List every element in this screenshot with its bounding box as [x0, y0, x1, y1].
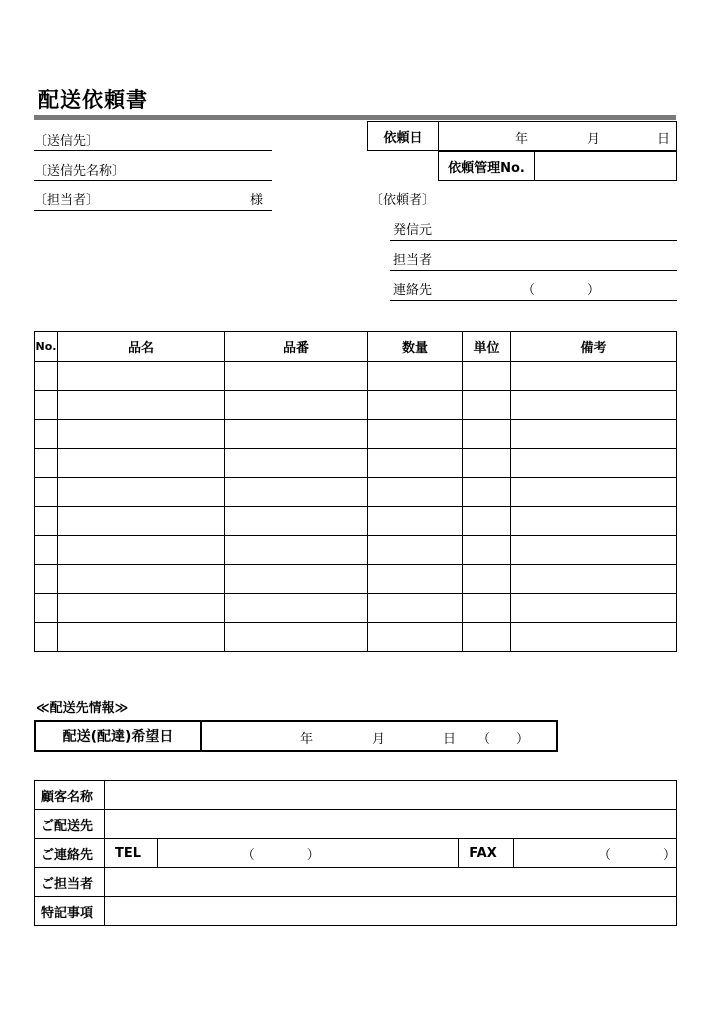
- item-qty-cell[interactable]: [368, 565, 463, 594]
- item-part-no-cell[interactable]: [225, 391, 368, 420]
- item-name-cell[interactable]: [58, 391, 225, 420]
- item-qty-cell[interactable]: [368, 478, 463, 507]
- item-unit-cell[interactable]: [463, 536, 511, 565]
- recipient-line[interactable]: [34, 150, 272, 151]
- requester-contact-label: 連絡先: [393, 283, 433, 298]
- customer-person-label: ご担当者: [35, 868, 105, 897]
- item-notes-cell[interactable]: [511, 507, 677, 536]
- item-notes-cell[interactable]: [511, 449, 677, 478]
- recipient-name-line[interactable]: [34, 180, 272, 181]
- item-no-cell[interactable]: [35, 449, 58, 478]
- customer-person-field[interactable]: [104, 868, 676, 897]
- item-notes-cell[interactable]: [511, 391, 677, 420]
- delivery-weekday: （ ）: [477, 732, 530, 747]
- date-month: 月: [587, 132, 601, 147]
- item-name-cell[interactable]: [58, 565, 225, 594]
- item-qty-cell[interactable]: [368, 536, 463, 565]
- item-unit-cell[interactable]: [463, 507, 511, 536]
- item-part-no-cell[interactable]: [225, 449, 368, 478]
- item-row: [35, 478, 677, 507]
- item-notes-cell[interactable]: [511, 536, 677, 565]
- customer-contact-label: ご連絡先: [35, 839, 105, 868]
- item-qty-cell[interactable]: [368, 420, 463, 449]
- items-header-row: [35, 332, 677, 362]
- item-no-cell[interactable]: [35, 536, 58, 565]
- item-part-no-cell[interactable]: [225, 623, 368, 652]
- item-name-cell[interactable]: [58, 420, 225, 449]
- item-row: [35, 623, 677, 652]
- items-table: [34, 331, 677, 652]
- item-unit-cell[interactable]: [463, 478, 511, 507]
- item-notes-cell[interactable]: [511, 478, 677, 507]
- mgmt-no-table: [438, 151, 677, 181]
- item-row: [35, 362, 677, 391]
- item-row: [35, 565, 677, 594]
- item-part-no-cell[interactable]: [225, 362, 368, 391]
- item-part-no-cell[interactable]: [225, 594, 368, 623]
- requester-contact-paren: （ ）: [522, 283, 601, 298]
- col-qty: 数量: [368, 332, 463, 362]
- item-unit-cell[interactable]: [463, 420, 511, 449]
- contact-label: 〔担当者〕: [34, 193, 100, 208]
- item-no-cell[interactable]: [35, 362, 58, 391]
- item-name-cell[interactable]: [58, 362, 225, 391]
- date-year: 年: [515, 132, 529, 147]
- item-name-cell[interactable]: [58, 507, 225, 536]
- item-no-cell[interactable]: [35, 391, 58, 420]
- item-qty-cell[interactable]: [368, 623, 463, 652]
- item-qty-cell[interactable]: [368, 507, 463, 536]
- item-notes-cell[interactable]: [511, 565, 677, 594]
- item-no-cell[interactable]: [35, 565, 58, 594]
- item-unit-cell[interactable]: [463, 594, 511, 623]
- item-unit-cell[interactable]: [463, 362, 511, 391]
- item-no-cell[interactable]: [35, 594, 58, 623]
- item-qty-cell[interactable]: [368, 594, 463, 623]
- requester-label: 〔依頼者〕: [370, 193, 436, 208]
- requester-contact-line[interactable]: [390, 300, 677, 301]
- item-part-no-cell[interactable]: [225, 420, 368, 449]
- request-date-label: 依頼日: [368, 122, 439, 151]
- item-part-no-cell[interactable]: [225, 507, 368, 536]
- customer-name-label: 顧客名称: [35, 781, 105, 810]
- item-qty-cell[interactable]: [368, 362, 463, 391]
- item-notes-cell[interactable]: [511, 623, 677, 652]
- item-no-cell[interactable]: [35, 623, 58, 652]
- item-name-cell[interactable]: [58, 449, 225, 478]
- request-date-field[interactable]: [439, 122, 677, 151]
- item-no-cell[interactable]: [35, 478, 58, 507]
- item-notes-cell[interactable]: [511, 594, 677, 623]
- delivery-date-field[interactable]: [201, 721, 557, 751]
- item-part-no-cell[interactable]: [225, 478, 368, 507]
- item-row: [35, 420, 677, 449]
- item-unit-cell[interactable]: [463, 391, 511, 420]
- customer-name-field[interactable]: [104, 781, 676, 810]
- page-title: 配送依頼書: [38, 88, 148, 112]
- item-notes-cell[interactable]: [511, 362, 677, 391]
- col-unit: 単位: [463, 332, 511, 362]
- item-row: [35, 507, 677, 536]
- delivery-day: 日: [443, 732, 457, 747]
- item-name-cell[interactable]: [58, 478, 225, 507]
- tel-label: TEL: [104, 839, 157, 868]
- item-name-cell[interactable]: [58, 623, 225, 652]
- item-row: [35, 391, 677, 420]
- item-qty-cell[interactable]: [368, 449, 463, 478]
- recipient-label: 〔送信先〕: [34, 134, 100, 149]
- item-part-no-cell[interactable]: [225, 536, 368, 565]
- sender-line[interactable]: [390, 240, 677, 241]
- requester-person-line[interactable]: [390, 270, 677, 271]
- delivery-date-label: 配送(配達)希望日: [35, 721, 201, 751]
- col-part-no: 品番: [225, 332, 368, 362]
- item-unit-cell[interactable]: [463, 449, 511, 478]
- special-notes-label: 特記事項: [35, 897, 105, 926]
- item-row: [35, 449, 677, 478]
- recipient-name-label: 〔送信先名称〕: [34, 164, 126, 179]
- fax-field[interactable]: （ ）: [513, 839, 676, 868]
- sender-label: 発信元: [393, 223, 433, 238]
- item-part-no-cell[interactable]: [225, 565, 368, 594]
- fax-label: FAX: [459, 839, 514, 868]
- item-no-cell[interactable]: [35, 507, 58, 536]
- title-divider: [34, 115, 676, 120]
- tel-field[interactable]: （ ）: [157, 839, 459, 868]
- col-notes: 備考: [511, 332, 677, 362]
- delivery-address-label: ご配送先: [35, 810, 105, 839]
- item-unit-cell[interactable]: [463, 565, 511, 594]
- delivery-date-table: [34, 720, 558, 752]
- item-row: [35, 536, 677, 565]
- requester-person-label: 担当者: [393, 253, 433, 268]
- delivery-month: 月: [372, 732, 386, 747]
- col-name: 品名: [58, 332, 225, 362]
- date-day: 日: [657, 132, 671, 147]
- item-qty-cell[interactable]: [368, 391, 463, 420]
- customer-table: [34, 780, 677, 926]
- item-name-cell[interactable]: [58, 536, 225, 565]
- item-notes-cell[interactable]: [511, 420, 677, 449]
- request-date-table: [367, 121, 677, 151]
- special-notes-field[interactable]: [104, 897, 676, 926]
- item-no-cell[interactable]: [35, 420, 58, 449]
- delivery-year: 年: [300, 732, 314, 747]
- contact-line[interactable]: [34, 210, 272, 211]
- mgmt-no-field[interactable]: [535, 152, 677, 181]
- item-unit-cell[interactable]: [463, 623, 511, 652]
- honorific: 様: [250, 193, 264, 208]
- item-name-cell[interactable]: [58, 594, 225, 623]
- item-row: [35, 594, 677, 623]
- col-no: No.: [35, 332, 58, 362]
- delivery-address-field[interactable]: [104, 810, 676, 839]
- delivery-section-title: ≪配送先情報≫: [36, 701, 129, 716]
- mgmt-no-label: 依頼管理No.: [439, 152, 535, 181]
